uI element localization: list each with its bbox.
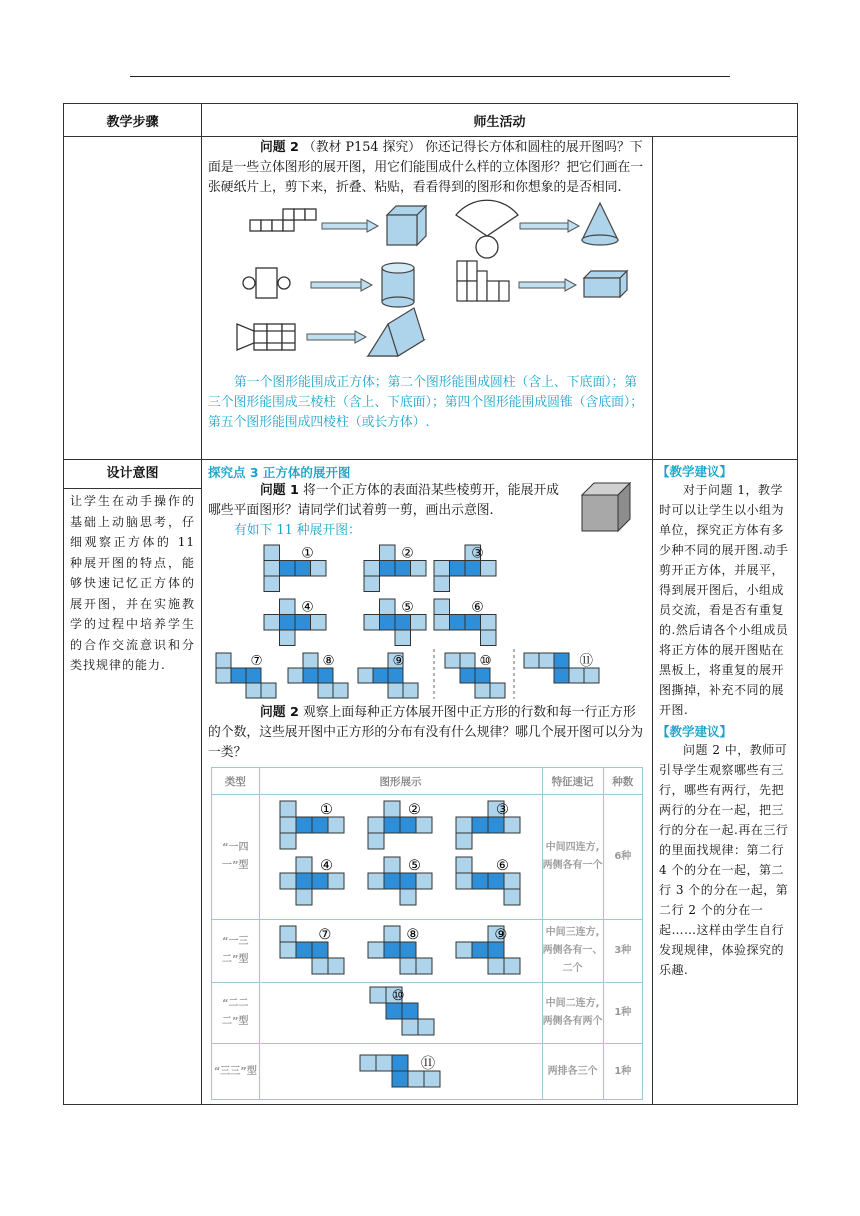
th-figure: 图形展示 xyxy=(259,768,542,795)
prism-net xyxy=(237,324,295,350)
net-number-1: ① xyxy=(301,545,314,562)
arrow-1 xyxy=(322,220,378,232)
net-number-7: ⑦ xyxy=(250,653,263,669)
count-33: 1种 xyxy=(603,1044,642,1100)
cube-net-10 xyxy=(445,653,505,698)
net-number-3: ③ xyxy=(471,545,484,562)
net-number-6: ⑥ xyxy=(471,599,484,616)
cube-net-11 xyxy=(360,1054,440,1086)
cube-net-5 xyxy=(368,857,432,905)
empty-step-cell xyxy=(64,137,202,460)
cube-net-3 xyxy=(456,801,520,849)
arrow-4 xyxy=(519,279,576,291)
cube-net-8 xyxy=(288,653,348,698)
count-132: 3种 xyxy=(603,920,642,983)
cone-net xyxy=(456,200,518,258)
problem2-text xyxy=(202,138,652,198)
count-141: 6种 xyxy=(603,795,642,920)
problem2-ref: （教材 P154 探究） xyxy=(303,140,421,155)
net-number-9: ⑨ xyxy=(392,653,405,669)
feature-132: 中间三连方,两侧各有一、二个 xyxy=(542,920,603,983)
design-text: 让学生在动手操作的基础上动脑思考，仔细观察正方体的 11 种展开图的特点，能够快速记忆正方体的展开图，并在实施教学的过程中培养学生的合作交流意识和分类找规律的能力. xyxy=(70,494,195,672)
cube-net-2 xyxy=(368,801,432,849)
q1-answer: 有如下 11 种展开图： xyxy=(234,523,361,538)
box-solid xyxy=(584,271,627,297)
prism-solid xyxy=(368,308,424,356)
suggest-text-1: 对于问题 1，教学时可以让学生以小组为单位，探究正方体有多少种不同的展开图.动手剪开正方体，并展平，得到展开图后，小组成员交流，看是否有重复的.然后请各个小组成员将正方体的展开图贴在黑板上，将重复的展开图撕掉，补充不同的展开图. xyxy=(659,483,789,717)
net-number-1: ① xyxy=(319,801,333,818)
suggest-title-2: 【教学建议】 xyxy=(657,724,733,739)
arrow-3 xyxy=(311,279,372,291)
net-number-9: ⑨ xyxy=(493,926,507,943)
type-222: “二二二”型 xyxy=(212,983,260,1044)
arrow-2 xyxy=(520,220,579,232)
cube-net-10 xyxy=(370,987,434,1035)
fig-141 xyxy=(259,795,542,920)
net-number-2: ② xyxy=(407,801,421,818)
net-number-5: ⑤ xyxy=(407,857,421,874)
type-33: “三三”型 xyxy=(212,1044,260,1100)
q1-text: 将一个正方体的表面沿某些棱剪开，能展开成哪些平面图形？请同学们试着剪一剪，画出示意图. xyxy=(208,483,559,518)
cube-net-4 xyxy=(280,857,344,905)
cube-net-9 xyxy=(358,653,418,698)
cube-net-5 xyxy=(364,599,426,646)
problem2-label: 问题 2 xyxy=(260,140,299,155)
net-number-10: ⑩ xyxy=(479,653,492,669)
classify-table xyxy=(211,767,643,1100)
net-number-6: ⑥ xyxy=(495,857,509,874)
cube-net-11 xyxy=(524,653,599,683)
header-steps: 教学步骤 xyxy=(64,104,202,137)
cone-solid xyxy=(582,203,618,245)
th-feature: 特征速记 xyxy=(542,768,603,795)
arrow-5 xyxy=(307,331,366,343)
problem2-answer: 第一个图形能围成正方体；第二个图形能围成圆柱（含上、下底面）；第三个图形能围成三棱柱（含上、下底面）；第四个图形能围成圆锥（含底面）；第五个图形能围成四棱柱（或长方体）. xyxy=(208,375,644,430)
suggest-text-2: 问题 2 中，教师可引导学生观察哪些有三行，哪些有两行，先把两行的分在一起，把三行的分在一起.再在三行的里面找规律：第二行 4 个的分在一起，第二行 3 个的分在一起，第二行 2 个的分在一起……这样由学生自行发现规律，体验探究的乐趣. xyxy=(659,743,789,977)
count-222: 1种 xyxy=(603,983,642,1044)
problem2-cell xyxy=(202,137,653,460)
cube-solid xyxy=(387,206,426,245)
net-number-11: ⑪ xyxy=(420,1055,435,1072)
type-132: “一三二”型 xyxy=(212,920,260,983)
lesson-table xyxy=(63,103,798,1105)
cube-net-3 xyxy=(434,545,496,592)
fig-33 xyxy=(259,1044,542,1100)
problem2-question: 你还记得长方体和圆柱的展开图吗？下面是一些立体图形的展开图，用它们能围成什么样的立体图形？把它们画在一张硬纸片上，剪下来，折叠、粘贴，看看得到的图形和你想象的是否相同. xyxy=(208,140,644,195)
cube-net-6 xyxy=(434,599,496,646)
net-number-7: ⑦ xyxy=(317,926,331,943)
cylinder-net xyxy=(243,268,290,298)
cube-net-4 xyxy=(264,599,326,646)
cube-net-7 xyxy=(216,653,276,698)
cube-icon xyxy=(578,475,638,535)
cube-net-9 xyxy=(456,926,520,974)
cube-net-1 xyxy=(280,801,344,849)
design-title: 设计意图 xyxy=(64,460,201,489)
nets-figure xyxy=(202,198,652,373)
net-number-11: ⑪ xyxy=(579,653,593,669)
net-number-5: ⑤ xyxy=(401,599,414,616)
th-type: 类型 xyxy=(212,768,260,795)
q2-text: 观察上面每种正方体展开图中正方形的行数和每一行正方形的个数，这些展开图中正方形的分布有没有什么规律？哪几个展开图可以分为一类？ xyxy=(208,705,644,760)
net-number-8: ⑧ xyxy=(322,653,335,669)
cube-net-6 xyxy=(456,857,520,905)
fig-132 xyxy=(259,920,542,983)
explore-cell xyxy=(202,460,653,1105)
type-141: “一四一”型 xyxy=(212,795,260,920)
feature-33: 两排各三个 xyxy=(542,1044,603,1100)
cube-net-2 xyxy=(364,545,426,592)
eleven-nets-figure xyxy=(202,541,652,701)
suggest-title-1: 【教学建议】 xyxy=(657,464,733,479)
cylinder-solid xyxy=(382,263,414,307)
q1-label: 问题 1 xyxy=(260,483,299,498)
design-cell xyxy=(64,460,202,1105)
cube-net-1 xyxy=(264,545,326,592)
net-number-8: ⑧ xyxy=(405,926,419,943)
fig-222 xyxy=(259,983,542,1044)
net-number-2: ② xyxy=(401,545,414,562)
empty-suggest-cell xyxy=(653,137,798,460)
net-number-4: ④ xyxy=(301,599,314,616)
explore-q2 xyxy=(202,703,652,763)
explore-heading: 探究点 3 正方体的展开图 xyxy=(208,465,351,480)
net-number-3: ③ xyxy=(495,801,509,818)
feature-222: 中间二连方,两侧各有两个 xyxy=(542,983,603,1044)
net-number-4: ④ xyxy=(319,857,333,874)
suggest-cell xyxy=(653,460,798,1105)
cube-net-7 xyxy=(280,926,344,974)
box-net xyxy=(457,261,509,301)
q2-label: 问题 2 xyxy=(260,705,299,720)
feature-141: 中间四连方,两侧各有一个 xyxy=(542,795,603,920)
net-number-10: ⑩ xyxy=(391,987,405,1004)
cube-net-8 xyxy=(368,926,432,974)
header-activities: 师生活动 xyxy=(202,104,798,137)
header-rule xyxy=(130,76,730,77)
th-count: 种数 xyxy=(603,768,642,795)
